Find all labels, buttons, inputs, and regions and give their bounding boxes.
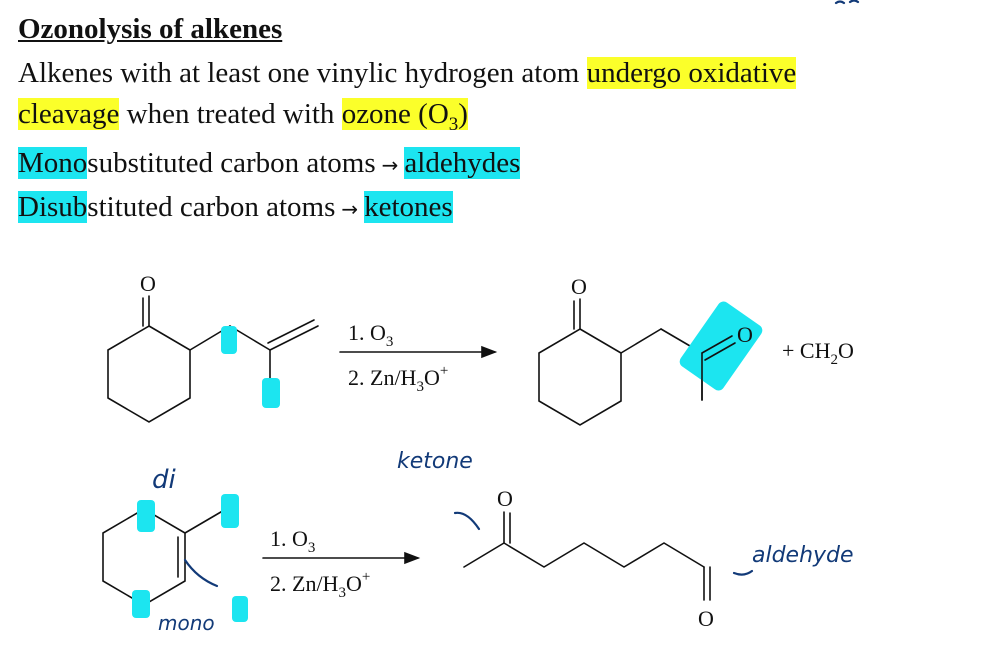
ink-label-aldehyde: aldehyde — [752, 543, 854, 568]
product2-oxygen-top: O — [497, 486, 513, 511]
highlight-mark — [132, 590, 150, 618]
ink-tick-ketone — [455, 513, 479, 529]
highlight-mark — [221, 494, 239, 528]
highlight-mark — [137, 500, 155, 532]
highlight-mono: Mono — [18, 147, 88, 179]
highlight-aldehydes: aldehydes — [404, 147, 521, 179]
ink-label-di: di — [152, 465, 176, 495]
byproduct-formaldehyde: + $CH_2O$ — [782, 338, 854, 368]
rxn1-condition-2: 2. $Zn/H_3O^+$ — [348, 363, 449, 395]
di-rest: stituted carbon atoms — [87, 191, 336, 223]
right-arrow-icon: → — [341, 197, 359, 221]
product2-oxygen-bottom: O — [698, 606, 714, 631]
right-arrow-icon: → — [381, 153, 399, 177]
highlight-mark — [262, 378, 280, 408]
slide-title: Ozonolysis of alkenes — [18, 13, 283, 45]
highlight-cleavage: cleavage — [18, 98, 120, 130]
rxn1-condition-1: 1. $O_3$ — [348, 320, 394, 350]
rxn2-condition-1: 1. $O_3$ — [270, 526, 316, 556]
ozone-close: ) — [458, 98, 468, 130]
rxn2-condition-2: 2. $Zn/H_3O^+$ — [270, 569, 371, 601]
ink-pointer-mono — [185, 560, 217, 586]
ink-tick-aldehyde — [734, 571, 752, 575]
intro-text-part1: Alkenes with at least one vinylic hydrogen atom — [18, 57, 587, 89]
ink-scribble-top — [836, 1, 858, 4]
mono-rest: substituted carbon atoms — [87, 147, 376, 179]
intro-text-part2: when treated with — [119, 98, 342, 130]
ozone-subscript: 3 — [448, 113, 459, 135]
reactant1-oxygen-label: O — [140, 271, 156, 296]
reactant-2-structure — [103, 509, 226, 605]
reactant-1-structure — [108, 296, 318, 422]
ink-label-ketone: ketone — [397, 449, 473, 474]
product1-oxygen-right: O — [737, 322, 753, 347]
highlight-mark — [221, 326, 237, 354]
highlight-ketones: ketones — [364, 191, 453, 223]
highlight-undergo-oxidative: undergo oxidative — [586, 57, 797, 89]
product1-oxygen-top: O — [571, 274, 587, 299]
highlight-mark — [232, 596, 248, 622]
highlight-disub: Disub — [18, 191, 88, 223]
product-2-structure — [464, 512, 710, 600]
ozone-text: ozone (O — [341, 98, 449, 130]
ink-label-mono: mono — [158, 611, 215, 635]
